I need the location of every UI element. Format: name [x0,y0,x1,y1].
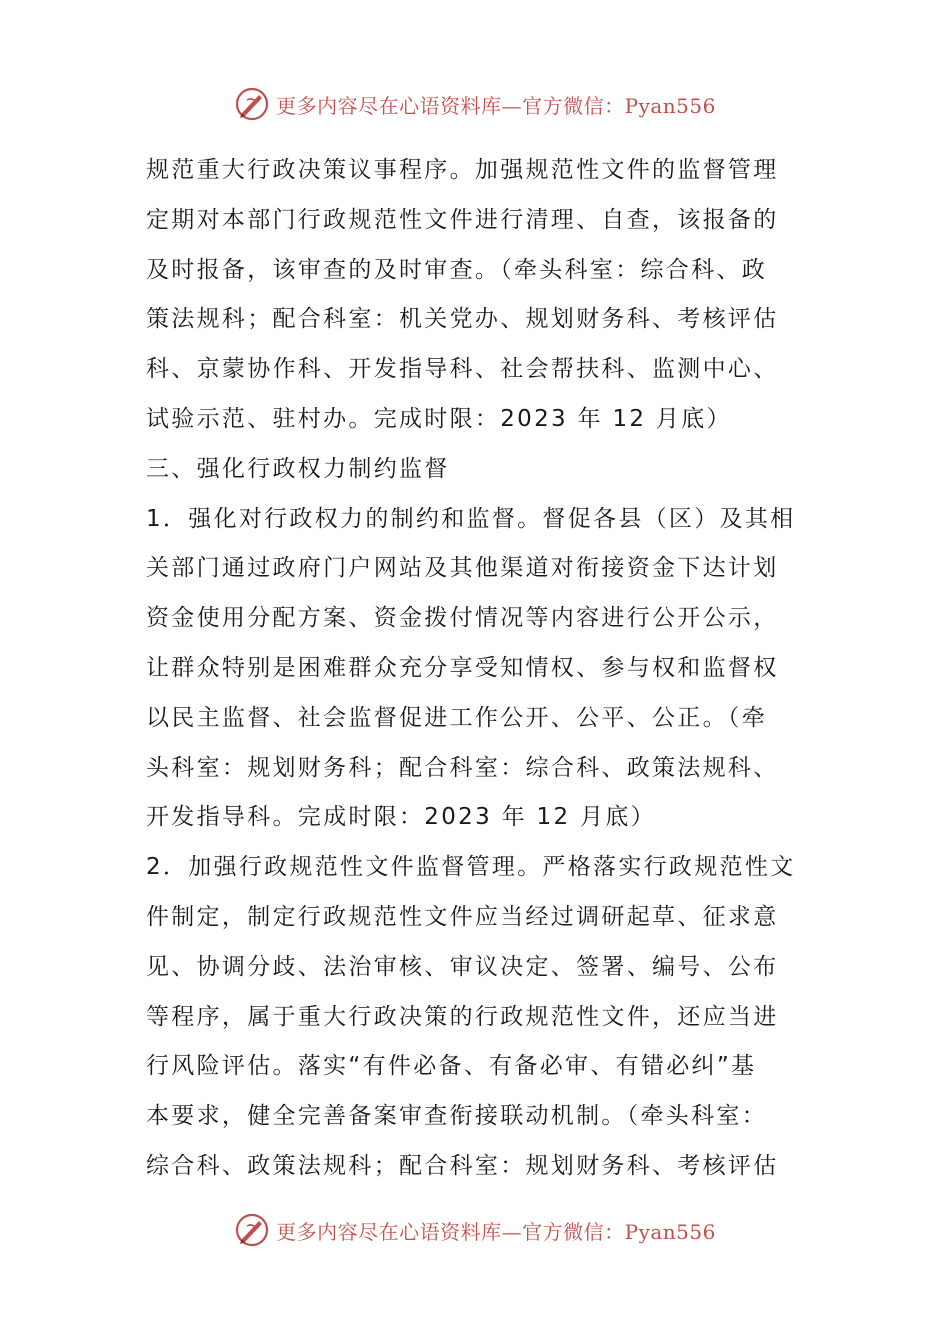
text-line: 资金使用分配方案、资金拨付情况等内容进行公开公示， [146,605,779,632]
text-line: 规范重大行政决策议事程序。加强规范性文件的监督管理 [146,157,779,183]
text-line: 及时报备，该审查的及时审查。（牵头科室：综合科、政 [146,256,767,283]
text-line: 策法规科；配合科室：机关党办、规划财务科、考核评估 [146,306,779,333]
text-line: 关部门通过政府门户网站及其他渠道对衔接资金下达计划 [146,555,779,582]
text-line: 以民主监督、社会监督促进工作公开、公平、公正。（牵 [146,704,767,731]
footer-banner [0,1210,950,1250]
text-line: 定期对本部门行政规范性文件进行清理、自查，该报备的 [146,206,779,233]
text-line: 头科室：规划财务科；配合科室：综合科、政策法规科、 [146,754,779,781]
text-line: 行风险评估。落实“有件必备、有备必审、有错必纠”基 [146,1053,757,1080]
text-line: 件制定，制定行政规范性文件应当经过调研起草、征求意 [146,903,779,930]
footer-banner-text: 更多内容尽在心语资料库—官方微信：Pyan556 [276,1219,716,1244]
text-line: 试验示范、驻村办。完成时限：2023 年 12 月底） [146,405,732,432]
document-body [146,146,806,1192]
text-line: 科、京蒙协作科、开发指导科、社会帮扶科、监测中心、 [146,356,779,383]
pen-logo-icon [234,86,270,122]
text-line: 见、协调分歧、法治审核、审议决定、签署、编号、公布 [146,953,779,980]
header-banner-text: 更多内容尽在心语资料库—官方微信：Pyan556 [276,93,716,118]
text-line: 开发指导科。完成时限：2023 年 12 月底） [146,804,656,831]
header-banner [0,84,950,124]
text-line: 综合科、政策法规科；配合科室：规划财务科、考核评估 [146,1152,779,1179]
text-line: 1．强化对行政权力的制约和监督。督促各县（区）及其相 [146,505,796,532]
text-line: 让群众特别是困难群众充分享受知情权、参与权和监督权 [146,654,779,681]
text-line: 等程序，属于重大行政决策的行政规范性文件，还应当进 [146,1003,779,1030]
pen-logo-icon [234,1212,270,1248]
section-heading: 三、强化行政权力制约监督 [146,455,450,482]
text-line: 2．加强行政规范性文件监督管理。严格落实行政规范性文 [146,854,796,881]
text-line: 本要求，健全完善备案审查衔接联动机制。（牵头科室： [146,1103,767,1130]
